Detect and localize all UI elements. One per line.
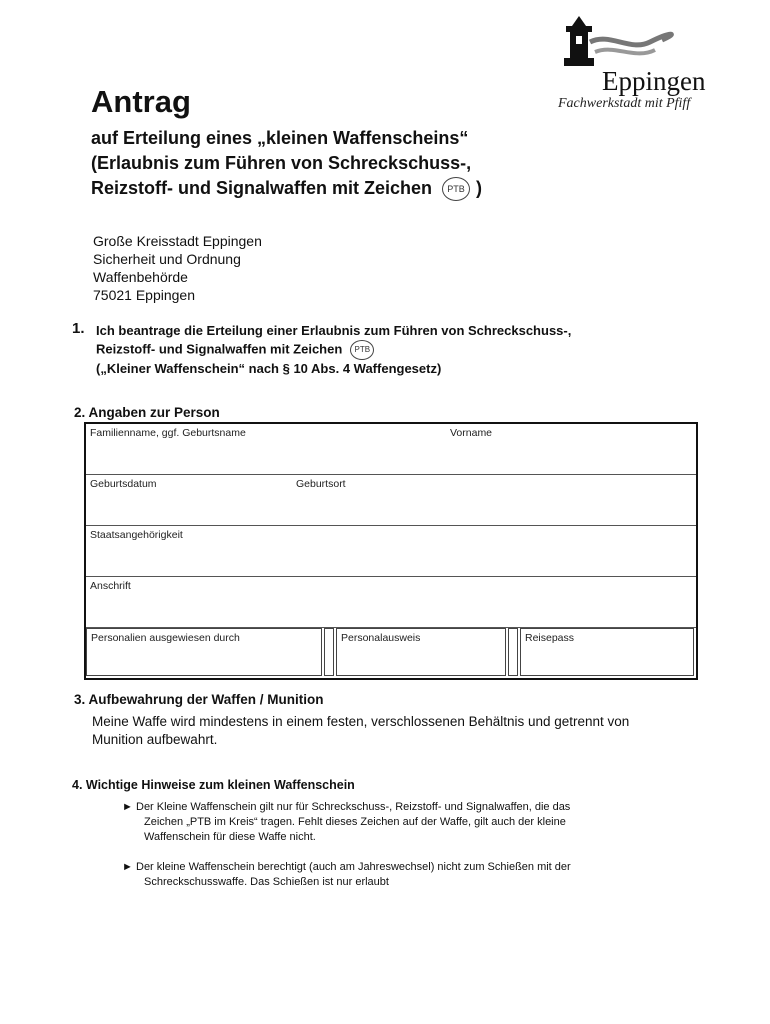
hint-line: Der Kleine Waffenschein gilt nur für Schreckschuss-, Reizstoff- und Signalwaffen, die das <box>136 801 571 813</box>
section2-heading: 2. Angaben zur Person <box>74 405 220 420</box>
address-line: Waffenbehörde <box>93 269 188 285</box>
personalausweis-field[interactable] <box>336 628 506 676</box>
personalien-field[interactable] <box>86 628 322 676</box>
address-line: Sicherheit und Ordnung <box>93 251 241 267</box>
address-line: 75021 Eppingen <box>93 287 195 303</box>
id-row-cells <box>86 628 696 676</box>
tower-icon <box>550 12 730 72</box>
hint-line: Zeichen „PTB im Kreis“ tragen. Fehlt dieses Zeichen auf der Waffe, gilt auch der kleine <box>144 816 566 828</box>
logo-name: Eppingen <box>602 66 706 96</box>
hint-line: Schreckschusswaffe. Das Schießen ist nur erlaubt <box>144 876 389 888</box>
section4-heading: 4. Wichtige Hinweise zum kleinen Waffenschein <box>72 778 355 792</box>
section1-line: Ich beantrage die Erteilung einer Erlaubnis zum Führen von Schreckschuss-, <box>96 323 572 338</box>
subtitle-line: (Erlaubnis zum Führen von Schreckschuss-, <box>91 153 472 173</box>
section3-line: Meine Waffe wird mindestens in einem festen, verschlossenen Behältnis und getrennt von <box>92 714 630 729</box>
section1-line <box>96 340 571 360</box>
staatsangehoerigkeit-field[interactable] <box>85 526 697 577</box>
birth-row[interactable] <box>85 475 697 526</box>
section1-line: („Kleiner Waffenschein“ nach § 10 Abs. 4 Waffengesetz) <box>96 361 442 376</box>
section1-number: 1. <box>72 320 85 337</box>
person-form <box>84 422 698 680</box>
section1-line-text: Reizstoff- und Signalwaffen mit Zeichen <box>96 341 343 357</box>
name-row[interactable] <box>85 423 697 475</box>
subtitle-line: auf Erteilung eines „kleinen Waffenscheins“ <box>91 128 469 148</box>
recipient-address <box>93 232 262 304</box>
geburtsdatum-label: Geburtsdatum <box>90 478 157 490</box>
familienname-label: Familienname, ggf. Geburtsname <box>90 427 246 439</box>
vorname-label: Vorname <box>450 427 493 439</box>
geburtsort-label: Geburtsort <box>296 478 346 490</box>
section1-text <box>96 322 571 378</box>
hint-item <box>122 800 570 845</box>
anschrift-field[interactable] <box>85 577 697 628</box>
bullet-arrow-icon: ► <box>122 861 133 873</box>
subtitle-line <box>91 176 611 201</box>
hint-line: Der kleine Waffenschein berechtigt (auch am Jahreswechsel) nicht zum Schießen mit der <box>136 861 571 873</box>
personalien-label: Personalien ausgewiesen durch <box>91 632 240 644</box>
subtitle-close: ) <box>476 178 483 198</box>
personalausweis-checkbox[interactable] <box>324 628 334 676</box>
address-line: Große Kreisstadt Eppingen <box>93 233 262 249</box>
reisepass-checkbox[interactable] <box>508 628 518 676</box>
hint-line: Waffenschein für diese Waffe nicht. <box>144 831 316 843</box>
ptb-mark-icon: PTB <box>350 340 374 360</box>
hint-item <box>122 860 571 890</box>
id-row <box>85 628 697 680</box>
subtitle <box>91 126 611 201</box>
logo-tagline: Fachwerkstadt mit Pfiff <box>558 96 691 111</box>
section3-line: Munition aufbewahrt. <box>92 732 218 747</box>
page-title: Antrag <box>91 84 191 119</box>
city-logo <box>550 12 730 112</box>
section3-text <box>92 713 629 749</box>
ptb-mark-icon: PTB <box>442 177 470 201</box>
bullet-arrow-icon: ► <box>122 801 133 813</box>
personalausweis-label: Personalausweis <box>341 632 421 644</box>
section3-heading: 3. Aufbewahrung der Waffen / Munition <box>74 692 324 707</box>
reisepass-label: Reisepass <box>525 632 575 644</box>
anschrift-label: Anschrift <box>90 580 131 592</box>
subtitle-line-text: Reizstoff- und Signalwaffen mit Zeichen <box>91 178 433 198</box>
reisepass-field[interactable] <box>520 628 694 676</box>
staatsangehoerigkeit-label: Staatsangehörigkeit <box>90 529 183 541</box>
